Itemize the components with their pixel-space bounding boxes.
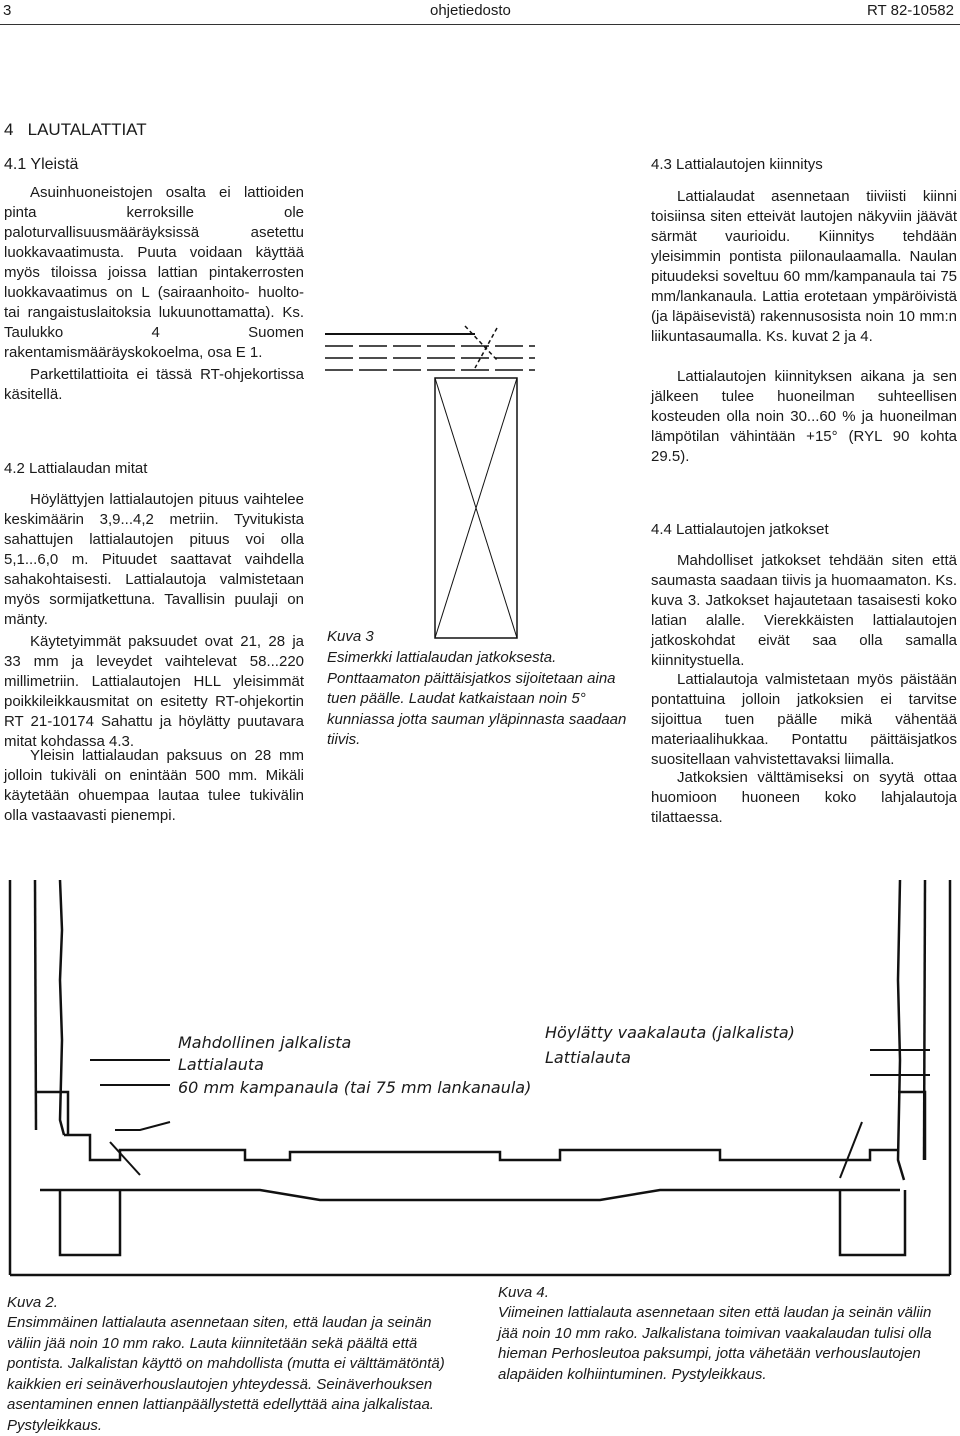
page-header xyxy=(0,0,960,24)
heading-4-2: 4.2 Lattialaudan mitat xyxy=(4,460,148,477)
para-4-4-2: Lattialautoja valmistetaan myös päistään pontattuina jolloin jatkoksien ei tarvitse sijoittua tuen päälle mikä vähentää materiaalihukkaa. Pontattu päittäisjatkos suositellaan vahvistettavaksi liimalla. xyxy=(651,671,957,768)
para-4-1-1: Asuinhuoneistojen osalta ei lattioiden pinta kerroksille ole paloturvallisuusmääräyksissä asetettu luokkavaatimusta. Puuta voidaan käyttää myös tiloissa joissa lattian pintakerrosten luokkavaatimus on L (sairaanhoito- huolto- tai rangaistuslaitoksia lukuunottamatta). Ks. Taulukko 4 Suomen rakentamismääräyskokoelma, osa E 1. xyxy=(4,184,304,361)
label-lattialauta-right: Lattialauta xyxy=(545,1048,631,1067)
label-jalkalista-left: Mahdollinen jalkalista xyxy=(178,1033,352,1052)
kuva3-label: Kuva 3 xyxy=(327,628,374,645)
para-4-3-2: Lattialautojen kiinnityksen aikana ja sen jälkeen tulee huoneilman suhteellisen kosteuden olla noin 30...60 % ja huoneilman lämpötilan vähintään +15° (RYL 90 kohta 29.5). xyxy=(651,368,957,465)
para-4-4-3: Jatkoksien välttämiseksi on syytä ottaa huomioon huoneen koko lahjalautoja tilattaessa. xyxy=(651,769,957,826)
para-4-3-1: Lattialaudat asennetaan tiiviisti kiinni toisiinsa siten etteivät lautojen näkyviin jäävät särmät vaurioidu. Kiinnitys tehdään yleisimmin pontista piilonaulaamalla. Naulan pituudeksi soveltuu 60 mm/kampanaula tai 75 mm/lankanaula. Lattia erotetaan ympäröivistä (ja läpäisevistä) rakennusosista noin 10 mm:n liikuntasaumalla. Ks. kuvat 2 ja 4. xyxy=(651,188,957,345)
para-4-2-1: Höylättyjen lattialautojen pituus vaihtelee keskimäärin 3,9...4,2 metriin. Tyvitukista sahattujen lattialautojen pituus voi olla 5,1...6,0 m. Pituudet saattavat vaihdella sahakohtaisesti. Lattialautoja valmistetaan myös sormijatkettuna. Tavallisin puulaji on mänty. xyxy=(4,491,304,628)
label-lattialauta-left: Lattialauta xyxy=(178,1055,264,1074)
kuva2-caption: Ensimmäinen lattialauta asennetaan siten, että laudan ja seinän väliin jää noin 10 mm rako. Lauta kiinnitetään sekä päältä että pontista. Jalkalistan käyttö on mahdollista (mutta ei välttämätöntä) kaikkien eri seinäverhouslautojen yhteydessä. Seinäverhouksen asentaminen ennen lattianpäällystettä edellyttää aina jalkalistaa. Pystyleikkaus. xyxy=(7,1314,445,1434)
para-4-2-2: Käytetyimmät paksuudet ovat 21, 28 ja 33 mm ja leveydet vaihtelevat 58...220 millimetriin. Lattialautojen HLL yleisimmät poikkileikkausmitat on esitetty RT-ohjekortin RT 21-10174 Sahattu ja höylätty puutavara mitat kohdassa 4.3. xyxy=(4,633,304,750)
kuva4-label: Kuva 4. xyxy=(498,1284,549,1301)
kuva4-caption: Viimeinen lattialauta asennetaan siten että laudan ja seinän väliin jää noin 10 mm rako. Jalkalistana toimivan vaakalaudan tulisi olla hieman Perhosleutoa paksumpi, jotta vähetään verhouslautojen alapäiden kolhiintuminen. Pystyleikkaus. xyxy=(498,1304,932,1383)
kuva2-label: Kuva 2. xyxy=(7,1294,58,1311)
label-vaakalauta-right: Höylätty vaakalauta (jalkalista) xyxy=(545,1023,795,1042)
kuva3-caption: Esimerkki lattialaudan jatkoksesta. Ponttaamaton päittäisjatkos sijoitetaan aina tuen päälle. Laudat katkaistaan noin 5° kunniassa jotta sauman yläpinnasta saadaan tiivis. xyxy=(327,649,627,748)
heading-4-1: 4.1 Yleistä xyxy=(4,156,79,173)
para-4-4-1: Mahdolliset jatkokset tehdään siten että saumasta saadaan tiivis ja huomaamaton. Ks. kuva 3. Jatkokset hajautetaan tasaisesti koko latian alalle. Vierekkäisten lattialautojen jatkoskohdat eivät saa olla samalla kiinnitystuella. xyxy=(651,552,957,669)
para-4-2-3: Yleisin lattialaudan paksuus on 28 mm jolloin tukiväli on enintään 500 mm. Mikäli käytetään ohuempaa lautaa tulee tukivälin olla vastaavasti pienempi. xyxy=(4,747,304,824)
kuva3-figure xyxy=(325,320,565,640)
para-4-1-2: Parkettilattioita ei tässä RT-ohjekortissa käsitellä. xyxy=(4,366,304,403)
header-rule xyxy=(0,24,960,25)
heading-4-4: 4.4 Lattialautojen jatkokset xyxy=(651,521,829,538)
floor-section-drawing xyxy=(0,860,960,1290)
heading-4-3: 4.3 Lattialautojen kiinnitys xyxy=(651,156,823,173)
page-number: 3 xyxy=(3,2,12,19)
label-naula: 60 mm kampanaula (tai 75 mm lankanaula) xyxy=(178,1078,532,1097)
document-type: ohjetiedosto xyxy=(430,2,511,19)
document-code: RT 82-10582 xyxy=(866,2,954,19)
section-title: 4 LAUTALATTIAT xyxy=(4,120,147,139)
